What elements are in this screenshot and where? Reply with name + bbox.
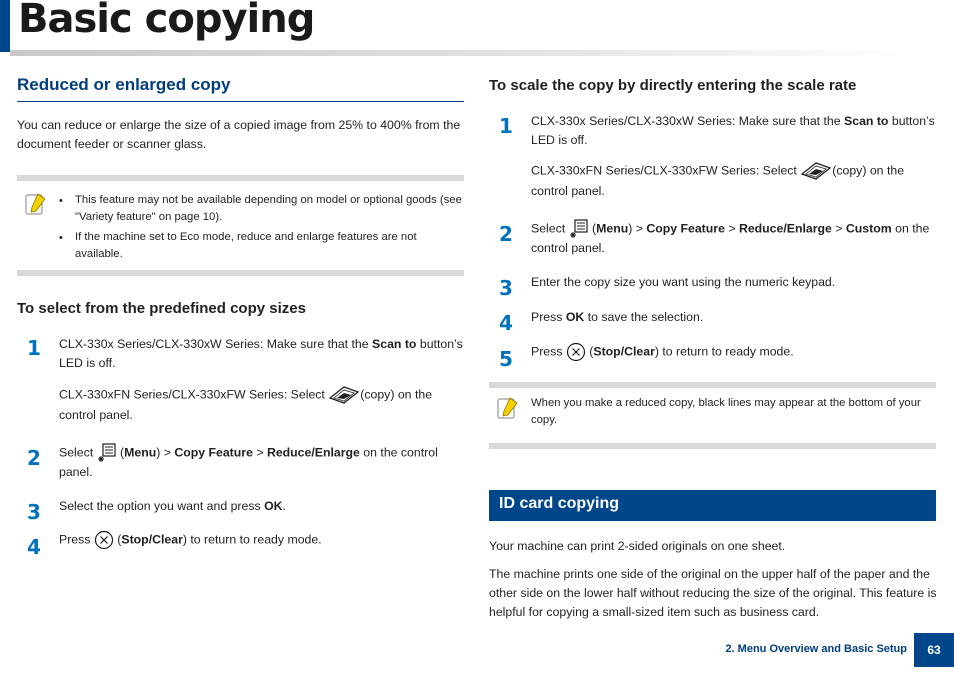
bullet-dot: • <box>59 232 63 244</box>
note-box <box>17 175 464 276</box>
section-rule <box>17 101 464 102</box>
step-text: Press OK to save the selection. <box>531 310 704 324</box>
step-text: Select (Menu) > Copy Feature > Reduce/Enlarge > Custom on the control panel. <box>531 219 939 258</box>
id-card-paragraph: Your machine can print 2-sided originals on one sheet. <box>489 539 786 553</box>
step-text: Select (Menu) > Copy Feature > Reduce/Enlarge on the control panel. <box>59 443 467 482</box>
copy-icon <box>328 384 360 406</box>
section-title-reduced-enlarged: Reduced or enlarged copy <box>17 75 231 94</box>
step-number: 3 <box>499 276 513 300</box>
step-text: CLX-330xFN Series/CLX-330xFW Series: Select (copy) on the control panel. <box>59 384 467 425</box>
step-text: Press (Stop/Clear) to return to ready mode. <box>531 342 939 362</box>
subsection-title-predefined: To select from the predefined copy sizes <box>17 300 306 317</box>
note-text: When you make a reduced copy, black lines may appear at the bottom of your copy. <box>531 397 921 426</box>
note-item: This feature may not be available depending on model or optional goods (see "Variety feature" on page 10). <box>75 194 462 223</box>
title-accent-bar <box>0 0 10 52</box>
step-number: 4 <box>499 311 513 335</box>
page-title: Basic copying <box>18 0 315 42</box>
note-pencil-icon <box>497 396 519 420</box>
note-item: If the machine set to Eco mode, reduce and enlarge features are not available. <box>75 231 417 260</box>
menu-icon <box>569 219 589 239</box>
copy-icon <box>800 160 832 182</box>
section-title-id-card: ID card copying <box>499 495 620 512</box>
note-box <box>489 382 936 449</box>
step-number: 2 <box>499 222 513 246</box>
bullet-dot: • <box>59 195 63 207</box>
intro-paragraph: You can reduce or enlarge the size of a copied image from 25% to 400% from the document feeder or scanner glass. <box>17 118 461 151</box>
id-card-paragraph: The machine prints one side of the original on the upper half of the paper and the other side on the lower half without reducing the size of the original. This feature is helpful for copying a small-sized item such as business card. <box>489 567 937 619</box>
subsection-title-scale-rate: To scale the copy by directly entering the scale rate <box>489 77 857 94</box>
step-number: 1 <box>27 336 41 360</box>
menu-icon <box>97 443 117 463</box>
stop-clear-icon <box>94 530 114 550</box>
step-text: CLX-330x Series/CLX-330xW Series: Make sure that the Scan to button’s LED is off. <box>59 337 463 370</box>
footer-section-label: 2. Menu Overview and Basic Setup <box>725 643 907 655</box>
step-text: CLX-330x Series/CLX-330xW Series: Make sure that the Scan to button’s LED is off. <box>531 114 935 147</box>
stop-clear-icon <box>566 342 586 362</box>
step-number: 1 <box>499 114 513 138</box>
step-number: 4 <box>27 535 41 559</box>
section-band <box>489 490 936 521</box>
step-text: CLX-330xFN Series/CLX-330xFW Series: Select (copy) on the control panel. <box>531 160 939 201</box>
step-number: 3 <box>27 500 41 524</box>
step-number: 2 <box>27 446 41 470</box>
step-text: Enter the copy size you want using the numeric keypad. <box>531 275 836 289</box>
title-rule <box>10 50 915 56</box>
step-number: 5 <box>499 347 513 371</box>
step-text: Press (Stop/Clear) to return to ready mode. <box>59 530 467 550</box>
note-pencil-icon <box>25 192 47 216</box>
page-number: 63 <box>914 633 954 667</box>
step-text: Select the option you want and press OK. <box>59 499 286 513</box>
